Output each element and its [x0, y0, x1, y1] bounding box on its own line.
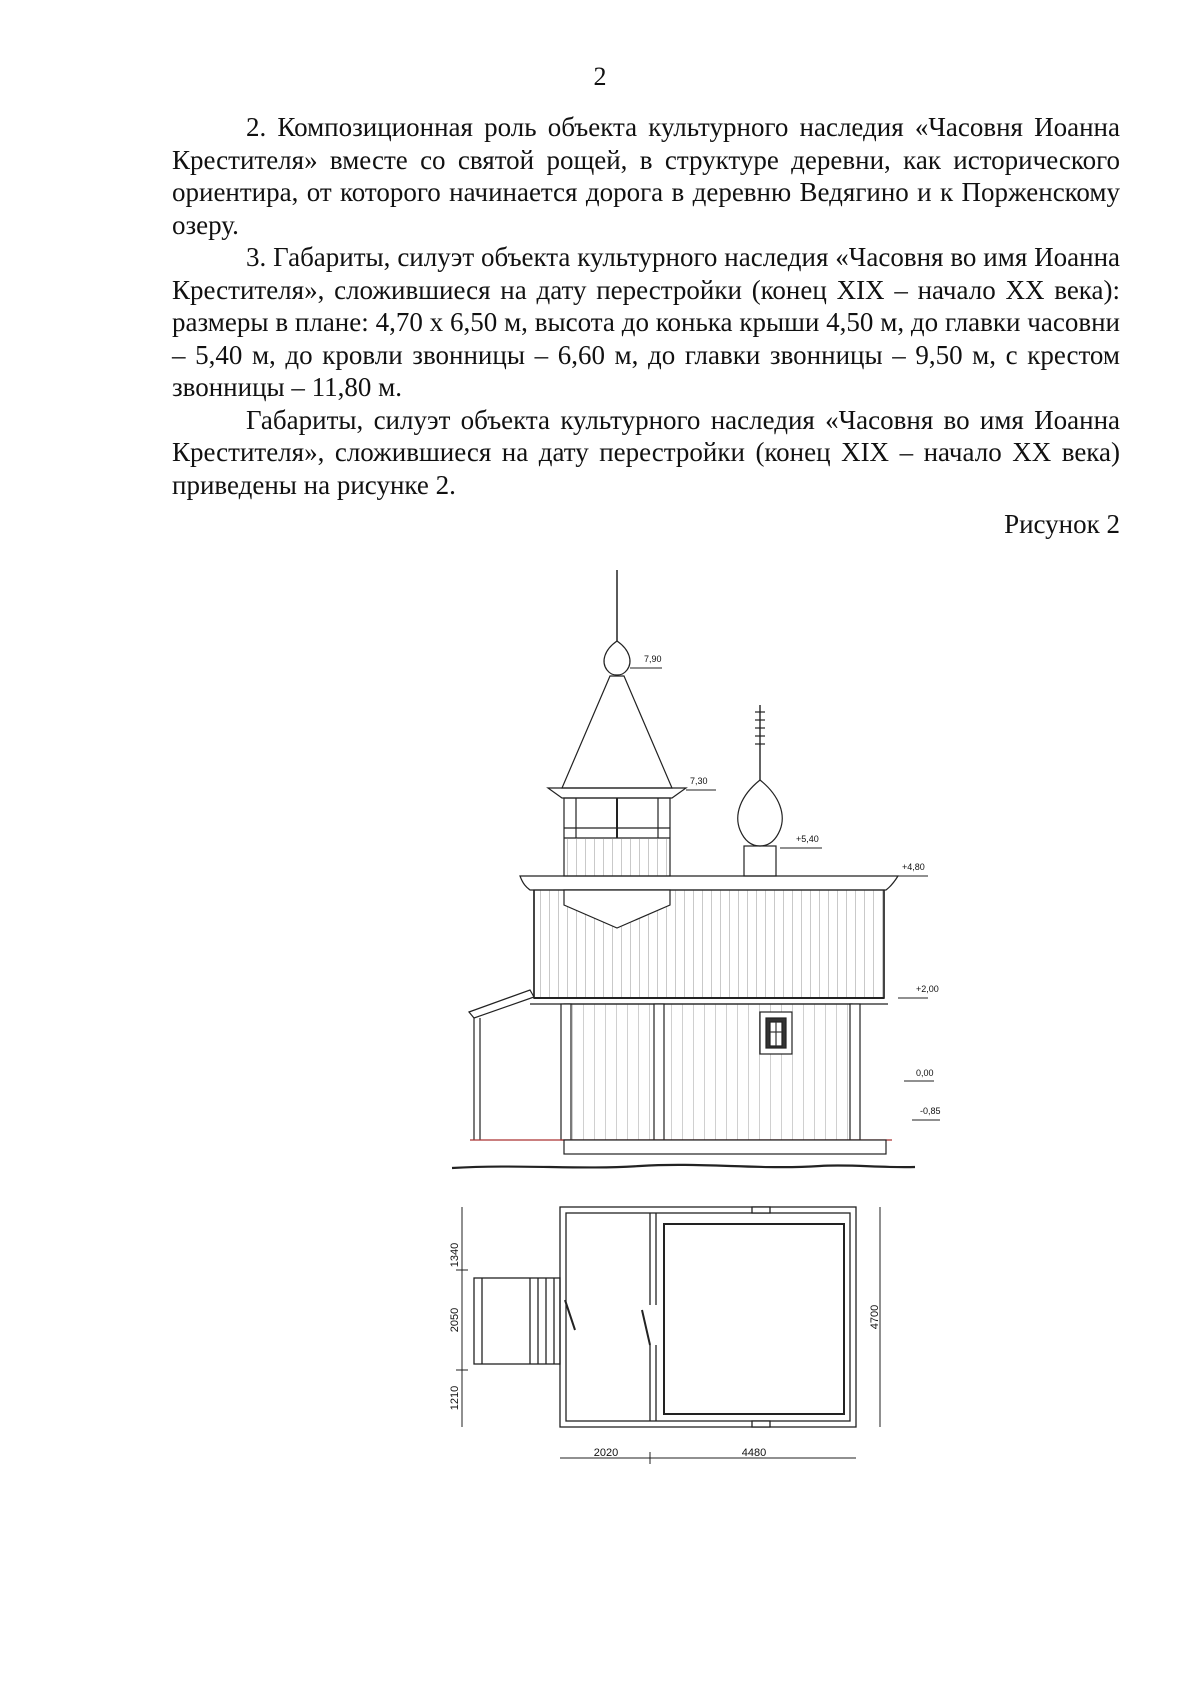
dim-left-1340: 1340	[449, 1242, 461, 1268]
corner-post-left	[561, 1004, 571, 1140]
corner-post-middle	[654, 1004, 664, 1140]
plan-main-hall	[664, 1224, 844, 1414]
chapel-drum	[744, 846, 776, 876]
mark-5-40: +5,40	[796, 834, 819, 844]
belltower-tent-roof	[562, 676, 672, 788]
facade-elevation	[452, 570, 915, 1168]
dim-bottom-2020: 2020	[593, 1447, 619, 1459]
paragraph-figure-reference: Габариты, силуэт объекта культурного наследия «Часовня во имя Иоанна Крестителя», сложившиеся на дату перестройки (конец XIX – начало XX века) приведены на рисунке 2.	[172, 404, 1120, 500]
ground-line	[452, 1165, 915, 1168]
chapel-dome	[738, 780, 782, 846]
dim-right-4700: 4700	[869, 1304, 881, 1330]
mark-7-90: 7,90	[644, 654, 662, 664]
dim-left-1210: 1210	[449, 1385, 461, 1411]
plinth	[564, 1140, 886, 1154]
plan-outer-wall	[560, 1207, 856, 1427]
belltower-eave	[548, 788, 686, 798]
floor-plan	[474, 1207, 856, 1427]
plan-window-south	[752, 1421, 770, 1427]
plan-window-north	[752, 1207, 770, 1213]
paragraph-dimensions: 3. Габариты, силуэт объекта культурного наследия «Часовня во имя Иоанна Крестителя», сложившиеся на дату перестройки (конец XIX – начало XX века): размеры в плане: 4,70 х 6,50 м, высота до конька крыши 4,50 м, до главки часовни – 5,40 м, до кровли звонницы – 6,60 м, до главки звонницы – 9,50 м, с крестом звонницы – 11,80 м.	[172, 242, 1120, 402]
plan-porch	[474, 1278, 560, 1364]
paragraph-composition-role: 2. Композиционная роль объекта культурного наследия «Часовня Иоанна Крестителя» вместе со святой рощей, в структуре деревни, как исторического ориентира, от которого начинается дорога в деревню Ведягино и к Порженскому озеру.	[172, 112, 1120, 240]
mark-2-00: +2,00	[916, 984, 939, 994]
mark-0-00: 0,00	[916, 1068, 934, 1078]
mark-7-30: 7,30	[690, 776, 708, 786]
dim-left-2050: 2050	[449, 1307, 461, 1333]
mark-minus-0-85: -0,85	[920, 1106, 941, 1116]
porch-canopy	[469, 990, 534, 1018]
dim-bottom-4480: 4480	[741, 1447, 767, 1459]
figure-caption: Рисунок 2	[1004, 509, 1120, 539]
roof-eave	[520, 876, 898, 890]
mark-4-80: +4,80	[902, 862, 925, 872]
inner-door	[642, 1310, 650, 1345]
belltower-dome	[604, 641, 630, 675]
corner-post-right	[850, 1004, 860, 1140]
page-number: 2	[593, 62, 607, 91]
